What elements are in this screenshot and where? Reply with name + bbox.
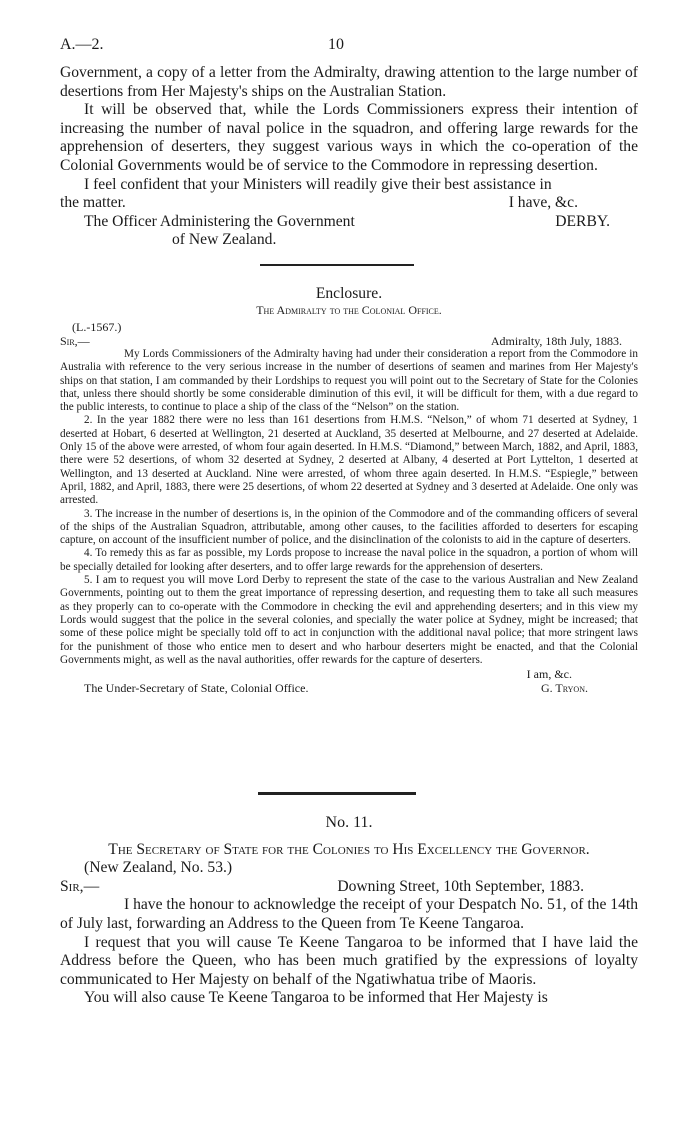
enclosure-paragraph: My Lords Commissioners of the Admiralty having had under their consideration a report from the Commodore in Australia with reference to the very serious increase in the number of desertions of seamen and marines from Her Majesty's ships on that station, I am commanded by their Lordships to request you will point out to the Secretary of State for the Colonies that, unless there should shortly be some considerable diminution of this evil, it will be difficult for them, with a due regard to the public interests, to continue to place a ship of the class of the “Nelson” on the station.	[60, 348, 638, 414]
enclosure-subtitle: The Admiralty to the Colonial Office.	[256, 303, 442, 317]
enclosure-paragraph: 4. To remedy this as far as possible, my Lords propose to increase the naval police in the squadron, a portion of whom will be specially detailed for looking after deserters, and to offer large rewards for the apprehension of deserters.	[60, 547, 638, 573]
despatch-paragraph: I request that you will cause Te Keene Tangaroa to be informed that I have laid the Address before the Queen, who has been much gratified by the expressions of loyalty communicated to Her Majesty on behalf of the Ngatiwhatua tribe of Maoris.	[60, 933, 638, 988]
letter-paragraph: I feel confident that your Ministers will readily give their best assistance in	[84, 175, 552, 193]
closing-text: I have, &c.	[508, 194, 578, 212]
enclosure-paragraph: 5. I am to request you will move Lord Derby to represent the state of the case to the various Australian and New Zealand Governments, pointing out to them the great importance of repressing desertion, and requesting them to take all such measures as they properly can to co-operate with the Commodore in checking the evil and apprehending deserters; and in this view my Lords would suggest that the police in the several colonies, and specially the water police at Sydney, might be increased; that some of these police might be specially told off to act in conjunction with the additional naval police; that more stringent laws for the punishment of those who entice men to desert and who harbour deserters might be enacted, and that the Colonial Governments might, as well as the naval authorities, offer rewards for the capture of deserters.	[60, 574, 638, 666]
enclosure-signature: G. Tryon.	[540, 681, 588, 696]
enclosure-paragraph: 3. The increase in the number of desertions is, in the opinion of the Commodore and of the commanding officers of several of the ships of the Australian Squadron, attributable, among other causes, to the facilities afforded to deserters for escaping capture, on account of the insufficient number of police, and the disinclination of the colonists to aid in the capture of deserters.	[60, 507, 638, 547]
despatch-date: Downing Street, 10th September, 1883.	[337, 877, 584, 895]
despatch-reference: (New Zealand, No. 53.)	[84, 859, 233, 877]
addressee-continued: of New Zealand.	[172, 231, 277, 249]
enclosure	[60, 285, 638, 695]
section-divider	[260, 264, 414, 266]
signature-line	[60, 213, 638, 232]
enclosure-title: Enclosure.	[315, 285, 383, 302]
despatch-number: No. 11.	[325, 814, 373, 831]
despatch-no-11	[60, 814, 638, 1008]
enclosure-closing: I am, &c.	[526, 667, 572, 682]
enclosure-date: Admiralty, 18th July, 1883.	[490, 334, 622, 348]
page-number: 10	[328, 36, 344, 53]
letter-paragraph: Government, a copy of a letter from the Admiralty, drawing attention to the large number of desertions from Her Majesty's ships on the Australian Station.	[60, 64, 638, 100]
section-divider	[258, 792, 416, 795]
letter-paragraph: It will be observed that, while the Lords Commissioners express their intention of increasing the number of naval police in the squadron, and offering large rewards for the apprehension of deserters, they suggest various ways in which the co-operation of the Colonial Governments would be of service to the Commodore in repressing desertion.	[60, 101, 638, 174]
enclosure-paragraph: 2. In the year 1882 there were no less than 161 desertions from H.M.S. “Nelson,” of whom 71 deserted at Sydney, 1 deserted at Hobart, 6 deserted at Wellington, 21 deserted at Auckland, 35 deserted at Melbourne, and 27 deserted at Adelaide. Only 15 of the above were arrested, of whom four again deserted. In H.M.S. “Diamond,” between March, 1882, and April, 1883, there were 52 desertions, of whom 32 deserted at Sydney, 2 deserted at Albany, 4 deserted at Port Lyttelton, 1 deserted at Wellington, and 13 deserted at Auckland. Nine were arrested, of whom three again deserted. In H.M.S. “Espiegle,” between April, 1882, and April, 1883, there were 25 desertions, of whom 22 deserted at Sydney and 3 deserted at Adelaide. One only was arrested.	[60, 414, 638, 507]
closing-line	[60, 194, 638, 213]
despatch-paragraph: You will also cause Te Keene Tangaroa to be informed that Her Majesty is	[84, 989, 548, 1007]
despatch-heading: The Secretary of State for the Colonies to His Excellency the Governor.	[108, 840, 590, 858]
salutation: Sir,—	[60, 877, 100, 895]
salutation: Sir,—	[60, 334, 90, 348]
enclosure-reference: (L.-1567.)	[72, 320, 122, 334]
despatch-paragraph: I have the honour to acknowledge the receipt of your Despatch No. 51, of the 14th of July last, forwarding an Address to the Queen from Te Keene Tangaroa.	[60, 896, 638, 932]
document-reference: A.—2.	[60, 36, 104, 53]
signature: DERBY.	[555, 212, 610, 230]
letter-derby	[60, 64, 638, 250]
addressee: The Officer Administering the Government	[84, 212, 355, 230]
enclosure-addressee: The Under-Secretary of State, Colonial Office.	[84, 681, 309, 696]
matter-text: the matter.	[60, 194, 126, 212]
